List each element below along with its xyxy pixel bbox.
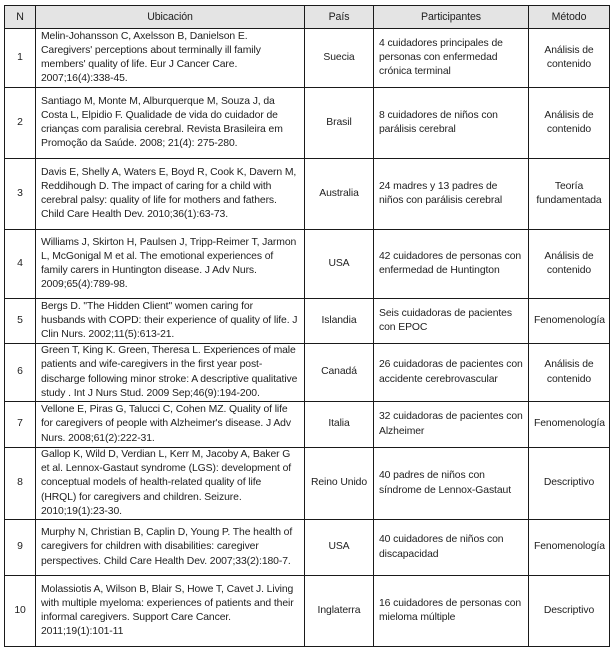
cell-ubicacion: Santiago M, Monte M, Alburquerque M, Souza J, da Costa L, Elpidio F. Qualidade de vida do cuidador de crianças com paralisia cerebral. Revista Brasileira em Promoção da Saúde. 2008; 21(4): 275-280. xyxy=(36,88,305,159)
cell-pais: Brasil xyxy=(305,88,374,159)
cell-participantes: 8 cuidadores de niños con parálisis cerebral xyxy=(374,88,529,159)
cell-pais: Reino Unido xyxy=(305,448,374,520)
cell-metodo: Análisis de contenido xyxy=(529,29,610,88)
cell-ubicacion: Gallop K, Wild D, Verdian L, Kerr M, Jacoby A, Baker G et al. Lennox-Gastaut syndrome (LGS): development of conceptual models of health-related quality of life (HRQL) for caregivers and children. Seizure. 2010;19(1):23-30. xyxy=(36,448,305,520)
cell-participantes: 16 cuidadores de personas con mieloma múltiple xyxy=(374,576,529,647)
cell-pais: USA xyxy=(305,230,374,299)
cell-pais: USA xyxy=(305,520,374,576)
cell-pais: Inglaterra xyxy=(305,576,374,647)
cell-pais: Suecia xyxy=(305,29,374,88)
table-row xyxy=(5,299,610,344)
table-row xyxy=(5,402,610,448)
studies-table xyxy=(4,5,610,647)
header-row xyxy=(5,6,610,29)
cell-metodo: Fenomenología xyxy=(529,520,610,576)
cell-metodo: Análisis de contenido xyxy=(529,88,610,159)
table-row xyxy=(5,159,610,230)
cell-ubicacion: Vellone E, Piras G, Talucci C, Cohen MZ. Quality of life for caregivers of people with Alzheimer's disease. J Adv Nurs. 2008;61(2):222-31. xyxy=(36,402,305,448)
cell-participantes: Seis cuidadoras de pacientes con EPOC xyxy=(374,299,529,344)
cell-ubicacion: Williams J, Skirton H, Paulsen J, Tripp-Reimer T, Jarmon L, McGonigal M et al. The emotional experiences of family carers in Huntington disease. J Adv Nurs. 2009;65(4):789-98. xyxy=(36,230,305,299)
header-metodo: Método xyxy=(529,6,610,29)
cell-metodo: Análisis de contenido xyxy=(529,344,610,402)
cell-participantes: 24 madres y 13 padres de niños con parálisis cerebral xyxy=(374,159,529,230)
cell-participantes: 40 padres de niños con síndrome de Lennox-Gastaut xyxy=(374,448,529,520)
cell-n: 7 xyxy=(5,402,36,448)
cell-participantes: 4 cuidadores principales de personas con enfermedad crónica terminal xyxy=(374,29,529,88)
cell-metodo: Análisis de contenido xyxy=(529,230,610,299)
cell-ubicacion: Molassiotis A, Wilson B, Blair S, Howe T, Cavet J. Living with multiple myeloma: experiences of patients and their informal caregivers. Support Care Cancer. 2011;19(1):101-11 xyxy=(36,576,305,647)
header-pais: País xyxy=(305,6,374,29)
table-row xyxy=(5,344,610,402)
cell-participantes: 32 cuidadoras de pacientes con Alzheimer xyxy=(374,402,529,448)
cell-n: 4 xyxy=(5,230,36,299)
cell-participantes: 42 cuidadores de personas con enfermedad de Huntington xyxy=(374,230,529,299)
cell-pais: Islandia xyxy=(305,299,374,344)
header-participantes: Participantes xyxy=(374,6,529,29)
cell-metodo: Descriptivo xyxy=(529,576,610,647)
cell-pais: Italia xyxy=(305,402,374,448)
cell-ubicacion: Melin-Johansson C, Axelsson B, Danielson E. Caregivers' perceptions about terminally ill family members' quality of life. Eur J Cancer Care. 2007;16(4):338-45. xyxy=(36,29,305,88)
cell-n: 1 xyxy=(5,29,36,88)
cell-metodo: Teoría fundamentada xyxy=(529,159,610,230)
cell-n: 5 xyxy=(5,299,36,344)
cell-participantes: 40 cuidadores de niños con discapacidad xyxy=(374,520,529,576)
cell-pais: Australia xyxy=(305,159,374,230)
table-row xyxy=(5,448,610,520)
cell-metodo: Fenomenología xyxy=(529,299,610,344)
cell-ubicacion: Bergs D. "The Hidden Client" women caring for husbands with COPD: their experience of quality of life. J Clin Nurs. 2002;11(5):613-21. xyxy=(36,299,305,344)
cell-n: 9 xyxy=(5,520,36,576)
table-row xyxy=(5,230,610,299)
cell-n: 10 xyxy=(5,576,36,647)
cell-n: 2 xyxy=(5,88,36,159)
cell-pais: Canadá xyxy=(305,344,374,402)
table-row xyxy=(5,29,610,88)
cell-metodo: Fenomenología xyxy=(529,402,610,448)
cell-n: 6 xyxy=(5,344,36,402)
table-row xyxy=(5,576,610,647)
header-ubicacion: Ubicación xyxy=(36,6,305,29)
cell-participantes: 26 cuidadoras de pacientes con accidente cerebrovascular xyxy=(374,344,529,402)
cell-n: 3 xyxy=(5,159,36,230)
cell-metodo: Descriptivo xyxy=(529,448,610,520)
cell-ubicacion: Murphy N, Christian B, Caplin D, Young P. The health of caregivers for children with disabilities: caregiver perspectives. Child Care Health Dev. 2007;33(2):180-7. xyxy=(36,520,305,576)
cell-ubicacion: Green T, King K. Green, Theresa L. Experiences of male patients and wife-caregivers in the first year post-discharge following minor stroke: A descriptive qualitative study . Int J Nurs Stud. 2009 Sep;46(9):194-200. xyxy=(36,344,305,402)
cell-ubicacion: Davis E, Shelly A, Waters E, Boyd R, Cook K, Davern M, Reddihough D. The impact of caring for a child with cerebral palsy: quality of life for mothers and fathers. Child Care Health Dev. 2010;36(1):63-73. xyxy=(36,159,305,230)
table-row xyxy=(5,520,610,576)
table-row xyxy=(5,88,610,159)
cell-n: 8 xyxy=(5,448,36,520)
header-n: N xyxy=(5,6,36,29)
